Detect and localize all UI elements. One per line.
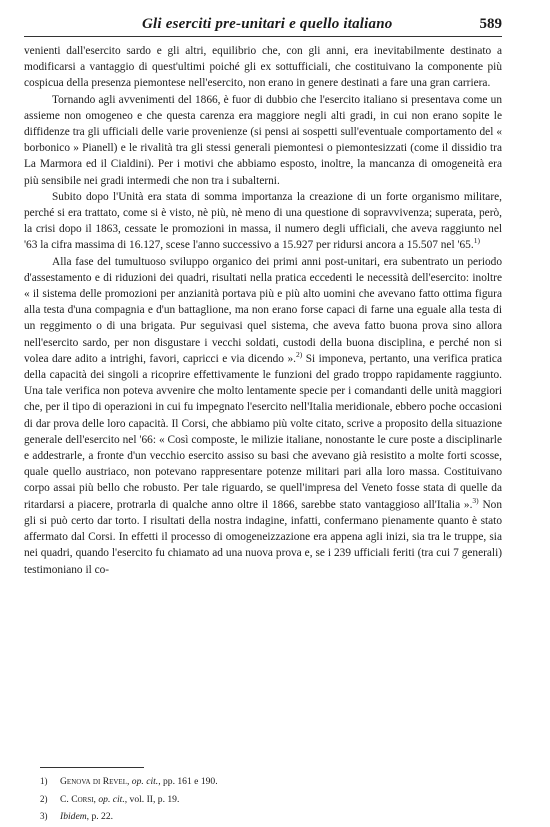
paragraph-text: Subito dopo l'Unità era stata di somma importanza la creazione di un forte organismo militare, perché si era trattato, come si è visto, nè più, nè meno di una questione di sopravvivenza; superata, però, la crisi dopo il 1863, cessate le promozioni in massa, il numero degli ufficiali, che aveva raggiunto nel '63 la cifra massima di 16.127, scese l'anno successivo a 15.927 per ridursi ancora a 15.507 nel '65. [24, 190, 502, 252]
paragraph-text: Alla fase del tumultuoso sviluppo organico dei primi anni post-unitari, era subentrato un periodo d'assestamento e di riduzioni dei quadri, risultati nella pratica eccedenti le necessità dell'esercito: inoltre « il sistema delle promozioni per anzianità portava più e più alto uomini che avevano fatto ottima figura alla testa d'una compagnia e d'un battaglione, ma non erano forse capaci di farne una eguale alla testa di un reggimento o di una brigata. Pur seguivasi quel sistema, che aveva fatto buona prova sino allora nell'esercito sardo, per non disgustare i vecchi soldati, custodi della buona disciplina, e perché non si volea dare adito a intrighi, favori, capricci e via dicendo ». [24, 255, 502, 365]
footnote-ref: p. 22. [91, 811, 114, 822]
footnote: 1) Genova di Revel, op. cit., pp. 161 e 190. [24, 773, 502, 791]
footnote-mark: 2) [40, 793, 48, 804]
paragraph-text: venienti dall'esercito sardo e gli altri, equilibrio che, con gli anni, era inevitabilmente destinato a modificarsi a vantaggio di quest'ultimi poiché gli ex sottufficiali, che costituivano la componente più cospicua della presenza piemontese nell'esercito, non erano in genere destinati a fare una gran carriera. [24, 45, 502, 90]
paragraph [24, 92, 502, 189]
footnote-mark: 3) [40, 811, 48, 821]
footnote-author: C. Corsi [60, 793, 94, 805]
paragraph [24, 254, 502, 578]
footnote-reference: 1) [473, 236, 480, 246]
footnote: 2) C. Corsi, op. cit., vol. II, p. 19. [24, 791, 502, 809]
footnote-ref: pp. 161 e 190. [162, 776, 218, 787]
footnotes [24, 773, 502, 826]
footnote-ref: vol. II, p. 19. [129, 793, 180, 805]
page-number: 589 [479, 16, 502, 32]
page-header [24, 10, 502, 37]
book-page [24, 10, 502, 822]
main-text [24, 43, 502, 578]
paragraph-text: Si imponeva, pertanto, una verifica pratica della capacità dei singoli a ricoprire effettivamente le funzioni del grado troppo rapidamente raggiunto. Una tale verifica non poteva avvenire che molto lentamente specie per i comandanti delle unità maggiori che, per il tipo di operazioni in cui fu impegnato l'esercito nell'Italia meridionale, ebbero poche occasioni di dar prova delle loro capacità. Il Corsi, che abbiamo più volte citato, scrive a proposito della situazione generale dell'esercito nel '66: « Così composte, le milizie italiane, nonostante le cure poste a disciplinarle e addestrarle, a fronte d'un vecchio esercito assiso su basi che avevano già resistito a molte forti scosse, quale quello austriaco, non potevano rappresentare potenze militari pari alla loro massa. Costituivano corpo assai più bello che robusto. Per tale riguardo, se quell'impresa del Veneto fosse stata di quelle da ritardarsi a piacere, protrarla di qualche anno oltre il 1866, sarebbe stato vantaggioso all'Italia ». [24, 352, 502, 511]
footnote-author: Genova di Revel [60, 776, 127, 787]
footnote-work: op. cit. [98, 793, 125, 805]
footnote-work: op. cit. [131, 776, 159, 787]
footnote-divider [40, 767, 144, 768]
paragraph [24, 43, 502, 92]
paragraph [24, 189, 502, 254]
paragraph-text: Non gli si può certo dar torto. I risultati della nostra indagine, infatti, confermano pienamente quanto è stato affermato dal Corsi. In effetti il processo di omogeneizzazione era appena agli inizi, sia tra le truppe, sia nei quadri, quando l'esercito fu chiamato ad una nuova prova e, se i 239 ufficiali feriti (tra cui 7 generali) testimoniano il co- [24, 498, 502, 576]
paragraph-text: Tornando agli avvenimenti del 1866, è fuor di dubbio che l'esercito italiano si presentava come un assieme non omogeneo e che questa carenza era maggiore negli alti gradi, in cui non erano sopite le diffidenze tra gli ufficiali delle varie provenienze (si pensi ai sospetti sull'eventuale comportamento del « borbonico » Pianell) e le rivalità tra gli stessi generali piemontesi o piemontesizzati (come il dissidio tra La Marmora ed il Cialdini). Per i motivi che abbiamo esposto, inoltre, la mancanza di omogeneità era più sensibile nei gradi intermedi che non tra i subalterni. [24, 93, 502, 187]
footnote-mark: 1) [40, 776, 48, 786]
footnote-reference: 2) [295, 350, 303, 360]
footnote-work: Ibidem [60, 811, 87, 822]
footnote: 3) Ibidem, p. 22. [24, 808, 502, 826]
footnote-reference: 3) [472, 495, 479, 505]
running-title: Gli eserciti pre-unitari e quello italiano [142, 16, 393, 32]
